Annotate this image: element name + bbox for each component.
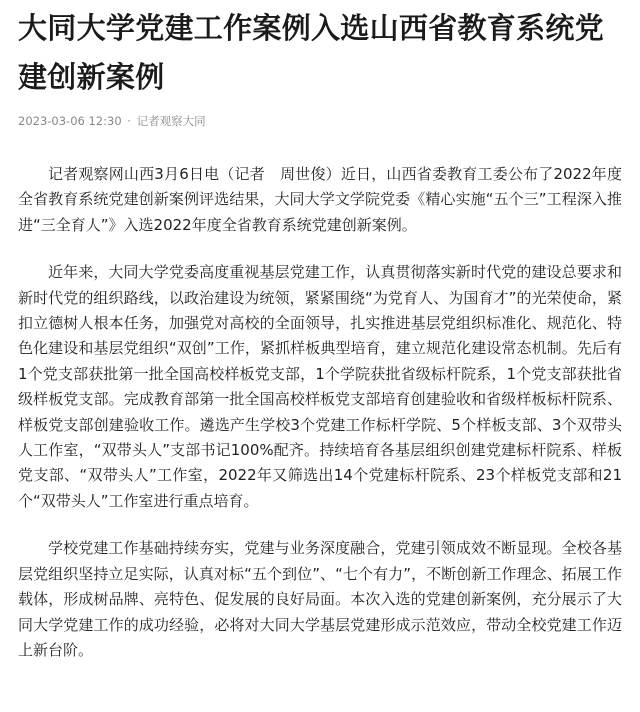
article-paragraph: 近年来，大同大学党委高度重视基层党建工作，认真贯彻落实新时代党的建设总要求和新时代党的组织路线，以政治建设为统领，紧紧围绕“为党育人、为国育才”的光荣使命，紧扣立德树人根本任务，加强党对高校的全面领导，扎实推进基层党组织标准化、规范化、特色化建设和基层党组织“双创”工作，紧抓样板典型培育，建立规范化建设常态机制。先后有1个党支部获批第一批全国高校样板党支部，1个学院获批省级标杆院系，1个党支部获批省级样板党支部。完成教育部第一批全国高校样板党支部培育创建验收和省级样板标杆院系、样板党支部创建验收工作。遴选产生学校3个党建工作标杆学院、5个样板支部、3个双带头人工作室，“双带头人”支部书记100%配齐。持续培育各基层组织创建党建标杆院系、样板党支部、“双带头人”工作室，2022年又筛选出14个党建标杆院系、23个样板党支部和21个“双带头人”工作室进行重点培育。 — [18, 263, 622, 510]
article-meta — [18, 112, 206, 130]
article-paragraph: 学校党建工作基础持续夯实，党建与业务深度融合，党建引领成效不断显现。全校各基层党组织坚持立足实际，认真对标“五个到位”、“七个有力”，不断创新工作理念、拓展工作载体，形成树品牌、亮特色、促发展的良好局面。本次入选的党建创新案例，充分展示了大同大学党建工作的成功经验，必将对大同大学基层党建形成示范效应，带动全校党建工作迈上新台阶。 — [18, 539, 622, 659]
article-title: 大同大学党建工作案例入选山西省教育系统党建创新案例 — [18, 11, 605, 94]
publish-date: 2023-03-06 12:30 — [18, 114, 122, 128]
article-body — [18, 162, 622, 685]
article-paragraph: 记者观察网山西3月6日电（记者 周世俊）近日，山西省委教育工委公布了2022年度全省教育系统党建创新案例评选结果，大同大学文学院党委《精心实施“五个三”工程深入推进“三全育人”》入选2022年度全省教育系统党建创新案例。 — [18, 165, 622, 234]
meta-separator: · — [127, 114, 131, 128]
article-source: 记者观察大同 — [136, 114, 206, 128]
